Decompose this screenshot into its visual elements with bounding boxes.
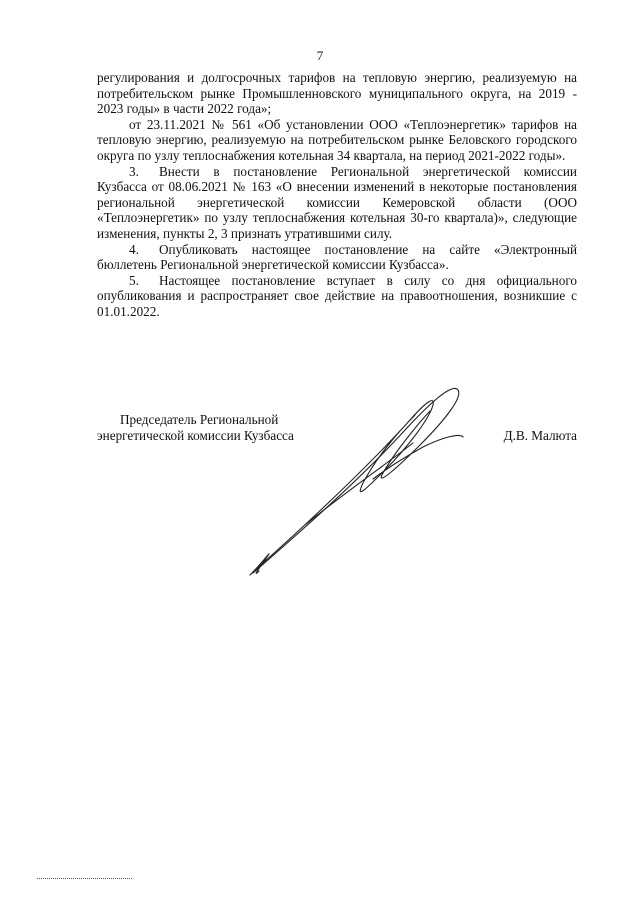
paragraph-text: от 23.11.2021 № 561 «Об установлении ООО «Теплоэнергетик» тарифов на тепловую энергию, реализуемую на потребительском рынке Беловского городского округа по узлу теплоснабжения котельная 34 квартала, на период 2021-2022 годы».	[97, 116, 577, 163]
paragraph-item-4	[97, 242, 577, 273]
paragraph-item-3	[97, 164, 577, 242]
paragraph-number: 5.	[129, 272, 139, 288]
paragraph-text: Внести в постановление Региональной энергетической комиссии Кузбасса от 08.06.2021 № 163 «О внесении изменений в некоторые постановления региональной энергетической комиссии Кемеровской области (ООО «Теплоэнергетик» по узлу теплоснабжения котельная 30-го квартала)», следующие изменения, пункты 2, 3 признать утратившими силу.	[97, 163, 577, 241]
paragraph-text: регулирования и долгосрочных тарифов на тепловую энергию, реализуемую на потребительском рынке Промышленновского муниципального округа, на 2019 - 2023 годы» в части 2022 года»;	[97, 70, 577, 117]
signatory-title-line2: энергетической комиссии Кузбасса	[97, 428, 294, 443]
paragraph-text: Настоящее постановление вступает в силу со дня официального опубликования и распространяет свое действие на правоотношения, возникшие с 01.01.2022.	[97, 272, 577, 319]
handwritten-signature	[245, 375, 475, 580]
signatory-title-line1: Председатель Региональной	[120, 412, 279, 427]
paragraph-text: Опубликовать настоящее постановление на сайте «Электронный бюллетень Региональной энергетической комиссии Кузбасса».	[97, 241, 577, 273]
footer-dotted-line	[37, 878, 132, 879]
paragraph-continuation	[97, 70, 577, 117]
document-body	[97, 70, 577, 320]
page-number: 7	[316, 48, 324, 63]
paragraph-item-5	[97, 273, 577, 320]
paragraph-number: 4.	[129, 241, 139, 257]
signatory-name: Д.В. Малюта	[503, 428, 577, 443]
paragraph-number: 3.	[129, 163, 139, 179]
paragraph-resolution-561	[97, 117, 577, 164]
